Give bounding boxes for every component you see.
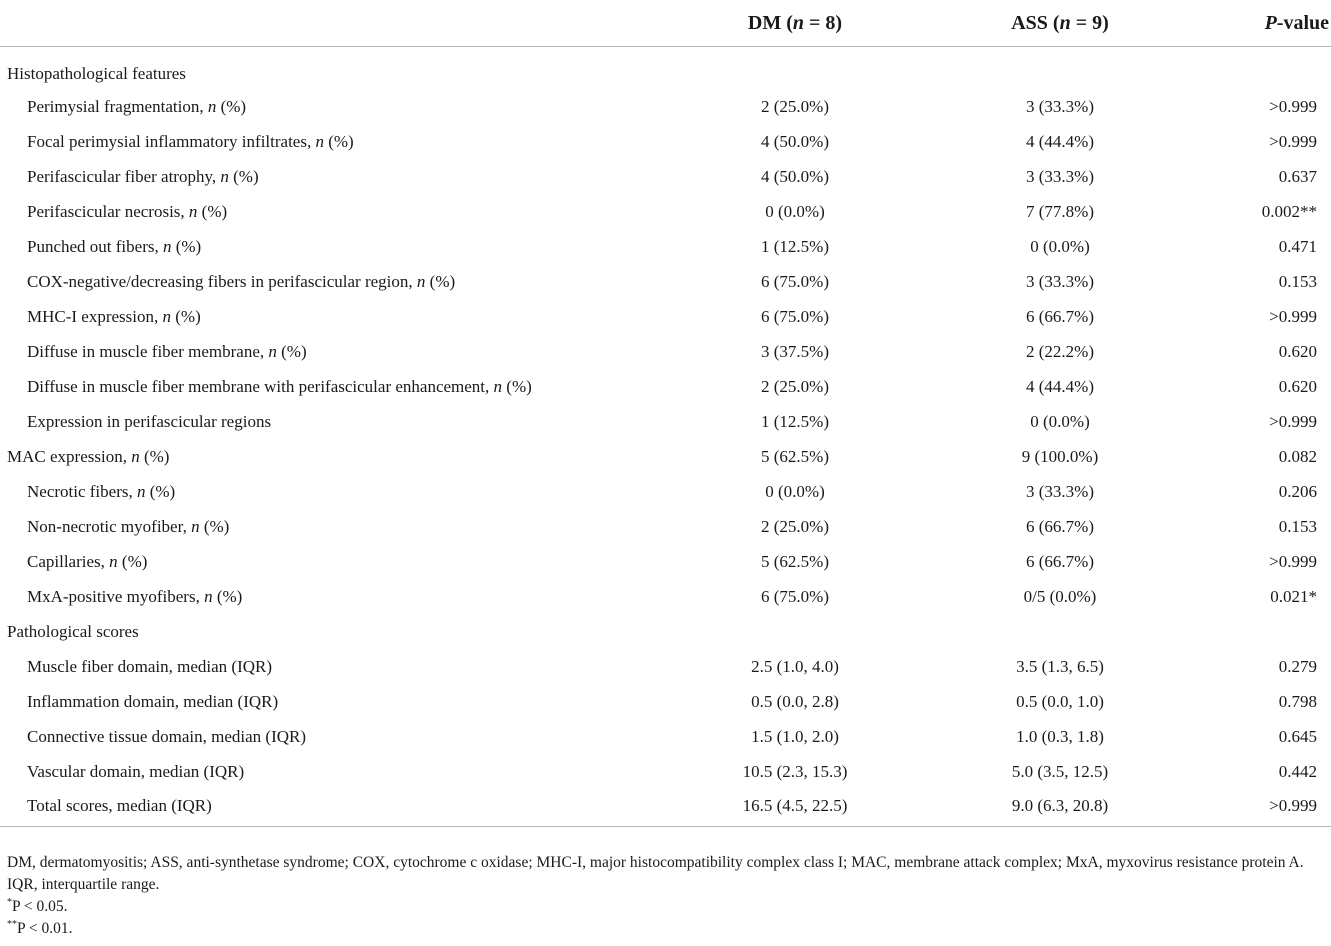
table-row: [0, 229, 1331, 264]
dm-value-cell: 4 (50.0%): [761, 131, 829, 151]
row-label: Focal perimysial inflammatory infiltrates, n (%): [27, 131, 354, 151]
section-heading-row: [0, 47, 1331, 90]
ass-value-cell: 7 (77.8%): [1026, 201, 1094, 221]
table-row: [0, 719, 1331, 754]
row-label: Diffuse in muscle fiber membrane, n (%): [27, 341, 307, 361]
dm-value-cell: 0 (0.0%): [765, 201, 825, 221]
table-row: [0, 509, 1331, 544]
ass-value-cell: 6 (66.7%): [1026, 516, 1094, 536]
ass-value-cell: 9 (100.0%): [1021, 446, 1099, 466]
row-label: Total scores, median (IQR): [0, 789, 660, 827]
p-value-cell: 0.798: [1278, 691, 1317, 711]
dm-value-cell: 16.5 (4.5, 22.5): [660, 789, 930, 827]
row-label: Vascular domain, median (IQR): [27, 761, 245, 781]
p-value-cell: 0.082: [1278, 446, 1317, 466]
ass-value-cell: 0.5 (0.0, 1.0): [1016, 691, 1104, 711]
row-label: Histopathological features: [7, 64, 186, 83]
row-label: Pathological scores: [7, 621, 139, 641]
ass-value-cell: 0 (0.0%): [1030, 411, 1090, 431]
table-row: [0, 369, 1331, 404]
p-value-cell: 0.620: [1278, 341, 1317, 361]
dm-value-cell: 5 (62.5%): [761, 551, 829, 571]
table-row: [0, 789, 1331, 827]
ass-value-cell: 3 (33.3%): [1026, 96, 1094, 116]
table-footnotes: [7, 852, 1325, 940]
row-label: Punched out fibers, n (%): [27, 236, 202, 256]
ass-value-cell: [930, 47, 1190, 90]
table-row: [0, 124, 1331, 159]
dm-value-cell: 2 (25.0%): [761, 516, 829, 536]
dm-value-cell: 1 (12.5%): [761, 236, 829, 256]
row-label: Connective tissue domain, median (IQR): [27, 726, 307, 746]
table-body: [0, 47, 1331, 827]
dm-value-cell: 5 (62.5%): [761, 446, 829, 466]
footnote-abbreviations: DM, dermatomyositis; ASS, anti-synthetase syndrome; COX, cytochrome c oxidase; MHC-I, major histocompatibility complex class I; MAC, membrane attack complex; MxA, myxovirus resistance protein A. IQR, interquartile range.: [7, 854, 1304, 893]
dm-value-cell: [660, 47, 930, 90]
p-value-cell: [1190, 614, 1331, 649]
ass-value-cell: 3 (33.3%): [1026, 271, 1094, 291]
table-header-row: [0, 0, 1331, 47]
table-row: [0, 159, 1331, 194]
table-row: [0, 579, 1331, 614]
ass-value-cell: 1.0 (0.3, 1.8): [1016, 726, 1104, 746]
dm-value-cell: 3 (37.5%): [761, 341, 829, 361]
dm-value-cell: 2 (25.0%): [761, 96, 829, 116]
row-label: Perifascicular fiber atrophy, n (%): [27, 166, 259, 186]
ass-value-cell: 9.0 (6.3, 20.8): [930, 789, 1190, 827]
row-label: Perifascicular necrosis, n (%): [27, 201, 228, 221]
p-value-cell: >0.999: [1190, 789, 1331, 827]
row-label: MHC-I expression, n (%): [27, 306, 201, 326]
p-value-cell: 0.620: [1278, 376, 1317, 396]
row-label: Capillaries, n (%): [27, 551, 148, 571]
table-row: [0, 194, 1331, 229]
ass-value-cell: 5.0 (3.5, 12.5): [1011, 761, 1109, 781]
p-value-cell: >0.999: [1269, 411, 1317, 431]
table-row: [0, 299, 1331, 334]
row-label: Expression in perifascicular regions: [27, 411, 272, 431]
p-value-cell: >0.999: [1269, 551, 1317, 571]
p-value-cell: 0.442: [1278, 761, 1317, 781]
table-row: [0, 439, 1331, 474]
dm-value-cell: 6 (75.0%): [761, 306, 829, 326]
p-value-cell: [1190, 47, 1331, 90]
dm-value-cell: 2 (25.0%): [761, 376, 829, 396]
row-label: Perimysial fragmentation, n (%): [27, 96, 247, 116]
row-label: Necrotic fibers, n (%): [27, 481, 176, 501]
dm-value-cell: 2.5 (1.0, 4.0): [751, 656, 839, 676]
p-value-cell: 0.279: [1278, 656, 1317, 676]
footnote-significance-1: *P < 0.05.: [7, 897, 68, 915]
ass-value-cell: 6 (66.7%): [1026, 551, 1094, 571]
table-row: [0, 264, 1331, 299]
p-value-cell: 0.645: [1278, 726, 1317, 746]
dm-value-cell: 1.5 (1.0, 2.0): [751, 726, 839, 746]
footnote-significance-2: **P < 0.01.: [7, 919, 73, 937]
dm-value-cell: [660, 614, 930, 649]
table-row: [0, 89, 1331, 124]
ass-value-cell: 3 (33.3%): [1026, 166, 1094, 186]
p-value-cell: 0.153: [1278, 271, 1317, 291]
dm-value-cell: 4 (50.0%): [761, 166, 829, 186]
table-row: [0, 754, 1331, 789]
ass-value-cell: 4 (44.4%): [1026, 131, 1094, 151]
p-value-cell: 0.637: [1278, 166, 1317, 186]
dm-value-cell: 6 (75.0%): [761, 271, 829, 291]
p-value-cell: 0.153: [1278, 516, 1317, 536]
row-label: MAC expression, n (%): [7, 446, 170, 466]
p-value-cell: 0.021*: [1270, 586, 1317, 606]
ass-value-cell: 2 (22.2%): [1026, 341, 1094, 361]
dm-value-cell: 0 (0.0%): [765, 481, 825, 501]
row-label: Non-necrotic myofiber, n (%): [27, 516, 230, 536]
ass-value-cell: 3.5 (1.3, 6.5): [1016, 656, 1104, 676]
ass-value-cell: [930, 614, 1190, 649]
ass-value-cell: 3 (33.3%): [1026, 481, 1094, 501]
p-value-cell: 0.002**: [1261, 201, 1317, 221]
table-row: [0, 649, 1331, 684]
dm-value-cell: 6 (75.0%): [761, 586, 829, 606]
p-value-cell: 0.206: [1278, 481, 1317, 501]
header-p-value: P-value: [1190, 0, 1331, 47]
dm-value-cell: 0.5 (0.0, 2.8): [751, 691, 839, 711]
header-dm: DM (n = 8): [660, 0, 930, 47]
dm-value-cell: 1 (12.5%): [761, 411, 829, 431]
ass-value-cell: 4 (44.4%): [1026, 376, 1094, 396]
row-label: Muscle fiber domain, median (IQR): [27, 656, 273, 676]
dm-value-cell: 10.5 (2.3, 15.3): [742, 761, 848, 781]
row-label: COX-negative/decreasing fibers in perifascicular region, n (%): [27, 271, 456, 291]
p-value-cell: >0.999: [1269, 306, 1317, 326]
row-label: Inflammation domain, median (IQR): [27, 691, 279, 711]
header-variable: [0, 0, 660, 47]
ass-value-cell: 0/5 (0.0%): [1023, 586, 1097, 606]
table-row: [0, 404, 1331, 439]
section-heading-row: [0, 614, 1331, 649]
row-label: MxA-positive myofibers, n (%): [27, 586, 243, 606]
p-value-cell: 0.471: [1278, 236, 1317, 256]
table-row: [0, 544, 1331, 579]
p-value-cell: >0.999: [1269, 96, 1317, 116]
table-row: [0, 334, 1331, 369]
table-row: [0, 684, 1331, 719]
table-row: [0, 474, 1331, 509]
header-ass: ASS (n = 9): [930, 0, 1190, 47]
ass-value-cell: 6 (66.7%): [1026, 306, 1094, 326]
ass-value-cell: 0 (0.0%): [1030, 236, 1090, 256]
row-label: Diffuse in muscle fiber membrane with perifascicular enhancement, n (%): [27, 376, 532, 396]
p-value-cell: >0.999: [1269, 131, 1317, 151]
